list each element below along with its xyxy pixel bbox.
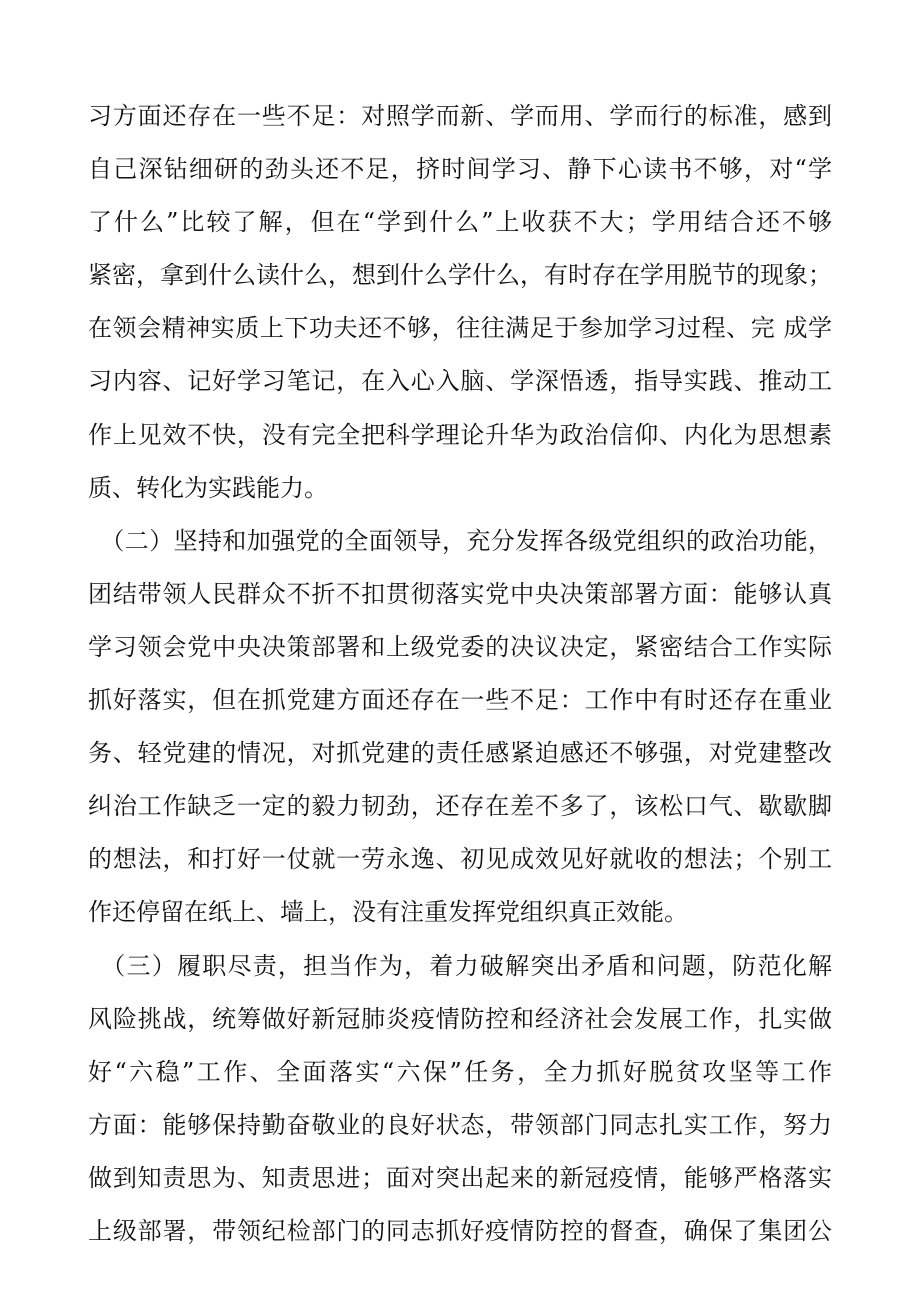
text-line: 习方面还存在一些不足：对照学而新、学而用、学而行的标准，感到 (88, 102, 832, 130)
text-line: 作还停留在纸上、墙上，没有注重发挥党组织真正效能。 (88, 898, 688, 927)
text-line: 风险挑战，统筹做好新冠肺炎疫情防控和经济社会发展工作，扎实做 (88, 1004, 832, 1033)
text-line: 团结带领人民群众不折不扣贯彻落实党中央决策部署方面：能够认真 (88, 579, 832, 608)
text-line: 在领会精神实质上下功夫还不够，往往满足于参加学习过程、完 成学 (88, 314, 832, 343)
text-line: 做到知责思为、知责思进；面对突出起来的新冠疫情，能够严格落实 (88, 1163, 832, 1192)
text-line: （三）履职尽责，担当作为，着力破解突出矛盾和问题，防范化解 (88, 951, 832, 980)
text-line: 务、轻党建的情况，对抓党建的责任感紧迫感还不够强，对党建整改 (88, 739, 832, 768)
text-line: 紧密，拿到什么读什么，想到什么学什么，有时存在学用脱节的现象； (88, 261, 832, 290)
text-line: （二）坚持和加强党的全面领导，充分发挥各级党组织的政治功能， (88, 526, 832, 555)
text-line: 了什么”比较了解，但在“学到什么”上收获不大；学用结合还不够 (88, 208, 832, 237)
text-line: 上级部署，带领纪检部门的同志抓好疫情防控的督查，确保了集团公 (88, 1216, 832, 1245)
text-line: 纠治工作缺乏一定的毅力韧劲，还存在差不多了，该松口气、歇歇脚 (88, 792, 832, 821)
text-line: 学习领会党中央决策部署和上级党委的决议决定，紧密结合工作实际 (88, 632, 832, 661)
document-body (88, 90, 832, 1258)
text-line: 自己深钻细研的劲头还不足，挤时间学习、静下心读书不够，对“学 (88, 155, 832, 184)
text-line: 抓好落实，但在抓党建方面还存在一些不足：工作中有时还存在重业 (88, 686, 832, 715)
text-line: 习内容、记好学习笔记，在入心入脑、学深悟透，指导实践、推动工 (88, 367, 832, 396)
text-line: 作上见效不快，没有完全把科学理论升华为政治信仰、内化为思想素 (88, 420, 832, 449)
text-line: 质、转化为实践能力。 (88, 473, 328, 502)
text-line: 好“六稳”工作、全面落实“六保”任务，全力抓好脱贫攻坚等工作 (88, 1057, 832, 1086)
text-line: 方面：能够保持勤奋敬业的良好状态，带领部门同志扎实工作，努力 (88, 1110, 832, 1139)
text-line: 的想法，和打好一仗就一劳永逸、初见成效见好就收的想法；个别工 (88, 845, 832, 874)
